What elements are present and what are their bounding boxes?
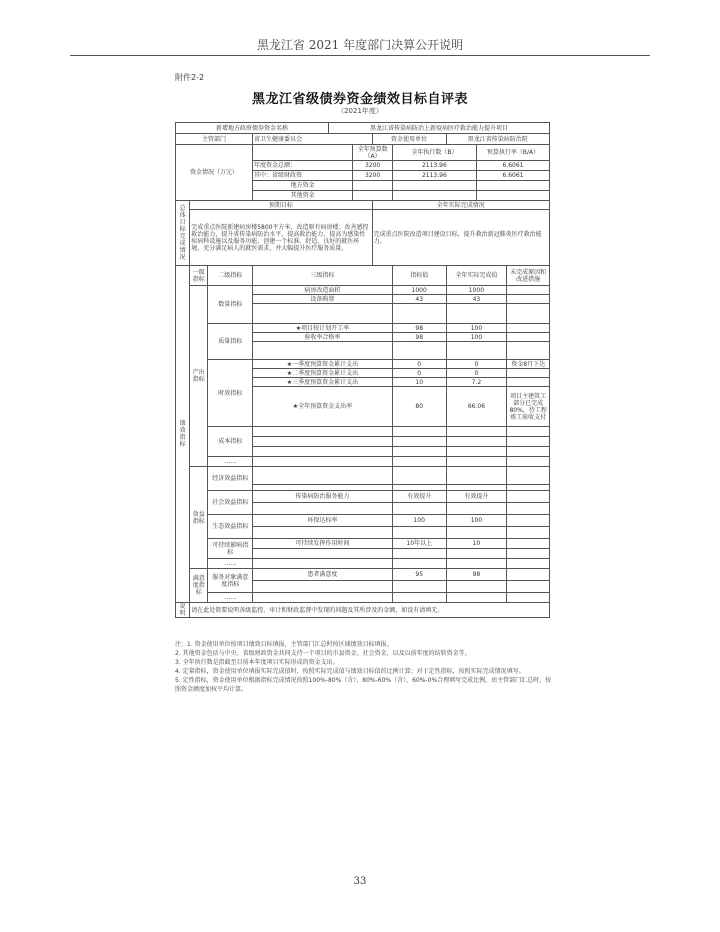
note-line: 注：1. 资金使用单位按项目绩效目标填报，主管部门汇总时按区域绩效目标填报。 (175, 641, 393, 648)
indicator-actual: 43 (446, 295, 507, 304)
indicator-empty (392, 467, 446, 485)
indicator-empty (392, 427, 446, 437)
indicator-target: 10 (392, 378, 446, 387)
indicator-empty (253, 447, 393, 457)
indicator-target: 0 (392, 369, 446, 378)
col-rate-header: 预算执行率（B/A） (476, 145, 549, 161)
note-line: 3. 全年执行数是指截至目前本年度项目实际形成的资金支出。 (175, 659, 339, 666)
indicator-reason (507, 539, 550, 549)
ellipsis-row: …… (208, 593, 253, 603)
indicator-empty (507, 559, 550, 569)
quantity-indicator-label: 数量指标 (208, 286, 253, 324)
indicator-empty (446, 467, 507, 485)
indicator-empty (253, 304, 393, 324)
ellipsis-row: …… (208, 559, 253, 569)
indicator-empty (507, 447, 550, 457)
indicator-actual: 100 (446, 324, 507, 333)
ellipsis-row: …… (208, 457, 253, 467)
indicator-name: ★一季度预算资金累计支出 (253, 360, 393, 369)
col-plan-header: 全年预算数（A） (353, 145, 393, 161)
effect-indicator-label: 效益指标 (190, 467, 208, 569)
indicator-reason (507, 286, 550, 295)
indicator-empty (446, 549, 507, 559)
indicator-reason (507, 378, 550, 387)
note-line: 2. 其他资金包括与中央、省级财政资金共同支持一个项目的市县资金、社会资金，以及以前年度的结转资金等。 (175, 650, 471, 657)
page-header: 黑龙江省 2021 年度部门决算公开说明 (256, 38, 464, 52)
goals-target-text: 完成重点医院新建病房楼5800平方米，改造原有病房楼；改善感控救治能力，提升省传染病防治水平，提高救治能力，提高为感染性疾病科设施以及服务功能，创建一个标准、舒适、良好的就医环境，充分满足病人的就医需求，并大幅提升医疗服务质量。 (190, 210, 372, 266)
indicator-target: 100 (392, 515, 446, 527)
col-exec-header: 全年执行数（B） (392, 145, 476, 161)
indicator-name: 可持续发挥作用时间 (253, 539, 393, 549)
project-value: 黑龙江省传染病防治上新疫病医疗救治能力提升项目 (329, 123, 550, 134)
satisfaction-indicator-label: 满意度指标 (190, 569, 208, 603)
fund-row-plan (353, 191, 393, 201)
fund-row-rate: 6.6061 (476, 161, 549, 171)
indicator-empty (446, 342, 507, 360)
indicator-empty (253, 559, 393, 569)
indicator-actual: 100 (446, 515, 507, 527)
indicator-header: 全年实际完成值 (446, 266, 507, 286)
note-line: 5. 定性指标，资金使用单位根据指标完成情况按照100%-80%（含）、80%-60%（含）、60%-0%合理填写完成比例，由主管部门汇总时，按照资金额度加权平均计算。 (175, 677, 552, 693)
indicator-target: 98 (392, 333, 446, 342)
page-title: 黑龙江省级债券资金绩效目标自评表 (251, 92, 468, 107)
indicator-empty (507, 549, 550, 559)
fund-row-plan: 3200 (353, 161, 393, 171)
indicator-name: 传染病防治服务能力 (253, 491, 393, 503)
fund-row-label: 其中：省级财政资 (253, 171, 353, 181)
indicator-empty (446, 581, 507, 593)
dept-label: 主管部门 (176, 134, 253, 145)
indicator-empty (392, 559, 446, 569)
quality-indicator-label: 质量指标 (208, 324, 253, 360)
indicator-reason (507, 333, 550, 342)
indicator-target: 0 (392, 360, 446, 369)
explanation-text: 请在此处简要说明各级监控、审计和财政监督中发现的问题及其所涉及的金额，如没有请填无。 (190, 603, 550, 618)
indicator-empty (507, 304, 550, 324)
indicator-name: 验收率合格率 (253, 333, 393, 342)
fund-row-rate (476, 181, 549, 191)
indicator-target: 95 (392, 569, 446, 581)
indicator-target: 10年以上 (392, 539, 446, 549)
indicator-target: 1000 (392, 286, 446, 295)
funds-header-blank (253, 145, 353, 161)
indicator-empty (507, 581, 550, 593)
eco-indicator-label: 生态效益指标 (208, 515, 253, 539)
indicator-name: 环保达标率 (253, 515, 393, 527)
indicator-actual: 有效提升 (446, 491, 507, 503)
indicator-empty (507, 342, 550, 360)
indicator-empty (507, 427, 550, 437)
attachment-label: 附件2-2 (175, 73, 205, 82)
social-indicator-label: 社会效益指标 (208, 491, 253, 515)
indicator-empty (253, 581, 393, 593)
fund-row-label: 其他资金 (253, 191, 353, 201)
indicator-reason (507, 295, 550, 304)
funds-label: 资金情况（万元） (176, 145, 253, 201)
indicator-reason: 项目主建筑工部分已完成80%，待工程竣工验收支付 (507, 387, 550, 427)
indicator-empty (446, 593, 507, 603)
indicator-header: 指标值 (392, 266, 446, 286)
indicator-empty (507, 437, 550, 447)
performance-section-label: 绩效指标 (176, 266, 190, 603)
indicator-target: 98 (392, 324, 446, 333)
indicator-empty (446, 457, 507, 467)
indicator-name: 病房改造面积 (253, 286, 393, 295)
indicator-reason (507, 324, 550, 333)
fund-row-label: 年度资金总额： (253, 161, 353, 171)
indicator-empty (446, 427, 507, 437)
indicator-empty (253, 503, 393, 515)
indicator-header: 未完成原因和改进措施 (507, 266, 550, 286)
project-label: 新增地方政府债券资金名称 (176, 123, 329, 134)
indicator-header: 一级指标 (190, 266, 208, 286)
indicator-name: ★三季度预算资金累计支出 (253, 378, 393, 387)
indicator-reason (507, 369, 550, 378)
indicator-empty (253, 457, 393, 467)
indicator-empty (253, 527, 393, 539)
indicator-empty (446, 503, 507, 515)
indicator-target: 有效提升 (392, 491, 446, 503)
indicator-empty (507, 503, 550, 515)
fund-row-exec (392, 181, 476, 191)
indicator-reason (507, 491, 550, 503)
indicator-empty (392, 503, 446, 515)
indicator-reason (507, 569, 550, 581)
indicator-empty (507, 457, 550, 467)
evaluation-table (175, 122, 550, 618)
indicator-empty (253, 593, 393, 603)
indicator-empty (446, 559, 507, 569)
goals-actual-header: 全年实际完成情况 (372, 201, 549, 210)
indicator-empty (253, 342, 393, 360)
goals-actual-text: 完成重点医院改造项目建设目标，提升救治新冠肺炎医疗救治能力。 (372, 210, 549, 266)
indicator-empty (253, 549, 393, 559)
econ-indicator-label: 经济效益指标 (208, 467, 253, 491)
output-indicator-label: 产出指标 (190, 286, 208, 467)
sustain-indicator-label: 可持续影响指标 (208, 539, 253, 559)
indicator-empty (446, 437, 507, 447)
indicator-actual: 100 (446, 333, 507, 342)
indicator-empty (392, 457, 446, 467)
indicator-empty (507, 527, 550, 539)
impl-value: 黑龙江省传染病防治院 (446, 134, 549, 145)
indicator-empty (446, 527, 507, 539)
indicator-empty (392, 447, 446, 457)
fund-row-plan (353, 181, 393, 191)
fund-row-rate (476, 191, 549, 201)
cost-indicator-label: 成本指标 (208, 427, 253, 457)
indicator-header: 二级指标 (208, 266, 253, 286)
time-indicator-label: 时效指标 (208, 360, 253, 427)
indicator-name: ★全年预算资金支出率 (253, 387, 393, 427)
fund-row-rate: 6.6061 (476, 171, 549, 181)
indicator-reason (507, 515, 550, 527)
goals-label: 总体目标完成情况 (176, 201, 190, 266)
fund-row-plan: 3200 (353, 171, 393, 181)
fund-row-exec (392, 191, 476, 201)
indicator-empty (446, 304, 507, 324)
indicator-empty (507, 467, 550, 485)
fund-row-exec: 2113.96 (392, 171, 476, 181)
indicator-empty (392, 342, 446, 360)
fund-row-label: 地方资金 (253, 181, 353, 191)
indicator-name: ★二季度预算资金累计支出 (253, 369, 393, 378)
dept-value: 省卫生健康委员会 (253, 134, 373, 145)
indicator-actual: 98 (446, 569, 507, 581)
indicator-empty (392, 581, 446, 593)
indicator-name: 患者满意度 (253, 569, 393, 581)
indicator-empty (392, 549, 446, 559)
indicator-header: 三级指标 (253, 266, 393, 286)
service-indicator-label: 服务对象满意度指标 (208, 569, 253, 593)
page-number: 33 (353, 876, 367, 887)
indicator-actual: 10 (446, 539, 507, 549)
indicator-empty (392, 527, 446, 539)
indicator-empty (392, 304, 446, 324)
impl-label: 资金使用单位 (372, 134, 446, 145)
header-rule (70, 55, 650, 56)
indicator-empty (253, 427, 393, 437)
indicator-empty (392, 593, 446, 603)
indicator-actual: 7.2 (446, 378, 507, 387)
indicator-empty (446, 447, 507, 457)
indicator-empty (253, 437, 393, 447)
explanation-label: 说明 (176, 603, 190, 618)
indicator-name: ★项目按计划开工率 (253, 324, 393, 333)
goals-target-header: 预期目标 (190, 201, 372, 210)
indicator-actual: 0 (446, 360, 507, 369)
indicator-target: 80 (392, 387, 446, 427)
notes-block (175, 640, 555, 694)
fund-row-exec: 2113.96 (392, 161, 476, 171)
indicator-reason: 资金8月下达 (507, 360, 550, 369)
indicator-empty (392, 437, 446, 447)
indicator-empty (253, 467, 393, 485)
indicator-actual: 66.06 (446, 387, 507, 427)
note-line: 4. 定量指标，资金使用单位填报实际完成值时，按照实际完成值与绩效目标值的比例计算；对于定性指标，按照实际完成情况填写。 (175, 668, 525, 675)
indicator-empty (507, 593, 550, 603)
indicator-actual: 0 (446, 369, 507, 378)
indicator-name: 设备购置 (253, 295, 393, 304)
indicator-actual: 1000 (446, 286, 507, 295)
year-label: （2021年度） (337, 107, 383, 115)
indicator-target: 43 (392, 295, 446, 304)
